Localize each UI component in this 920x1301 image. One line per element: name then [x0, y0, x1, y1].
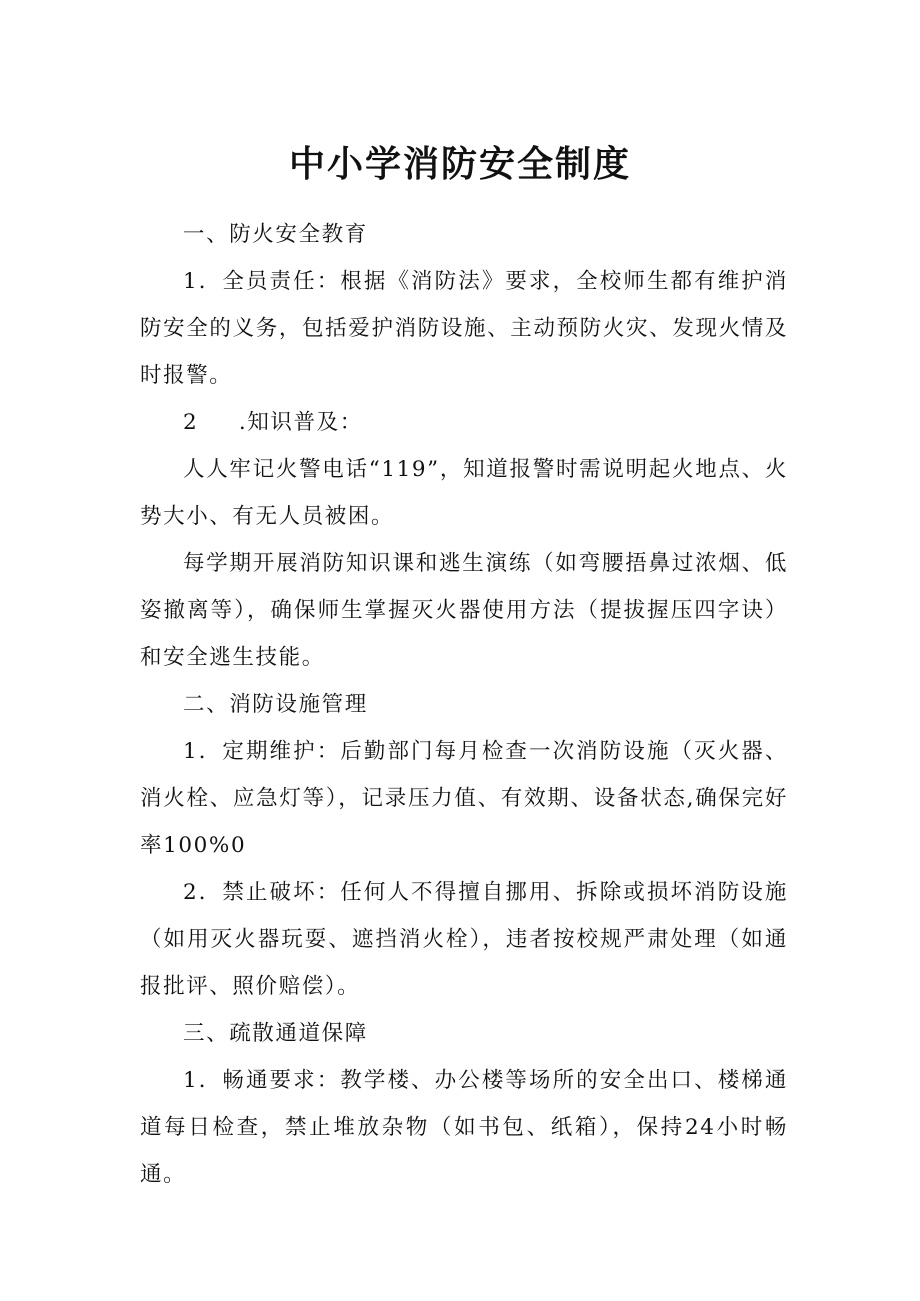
section-heading-fire-education: 一、防火安全教育 [183, 222, 368, 247]
section-heading-facility-management: 二、消防设施管理 [183, 692, 368, 717]
paragraph-no-damage: 2．禁止破坏：任何人不得擅自挪用、拆除或损坏消防设施（如用灭火器玩耍、遮挡消火栓），违者按校规严肃处理（如通报批评、照价赔偿）。 [140, 880, 788, 999]
item-label: .知识普及： [238, 410, 363, 435]
paragraph-knowledge-heading [140, 399, 788, 446]
item-number: 2 [183, 410, 199, 435]
page-title: 中小学消防安全制度 [288, 143, 631, 186]
section-heading-evacuation: 三、疏散通道保障 [183, 1021, 368, 1046]
paragraph-fire-alarm-number: 人人牢记火警电话“119”，知道报警时需说明起火地点、火势大小、有无人员被困。 [140, 457, 788, 529]
paragraph-full-responsibility: 1．全员责任：根据《消防法》要求，全校师生都有维护消防安全的义务，包括爱护消防设施、主动预防火灾、发现火情及时报警。 [140, 269, 788, 388]
document-body [140, 211, 788, 1198]
paragraph-regular-maintenance: 1．定期维护：后勤部门每月检查一次消防设施（灭火器、消火栓、应急灯等），记录压力值、有效期、设备状态,确保完好率100%0 [140, 739, 788, 858]
paragraph-clear-passage: 1．畅通要求：教学楼、办公楼等场所的安全出口、楼梯通道每日检查，禁止堆放杂物（如书包、纸箱），保持24小时畅通。 [140, 1068, 788, 1187]
paragraph-drills: 每学期开展消防知识课和逃生演练（如弯腰捂鼻过浓烟、低姿撤离等），确保师生掌握灭火器使用方法（提拔握压四字诀）和安全逃生技能。 [140, 551, 788, 670]
